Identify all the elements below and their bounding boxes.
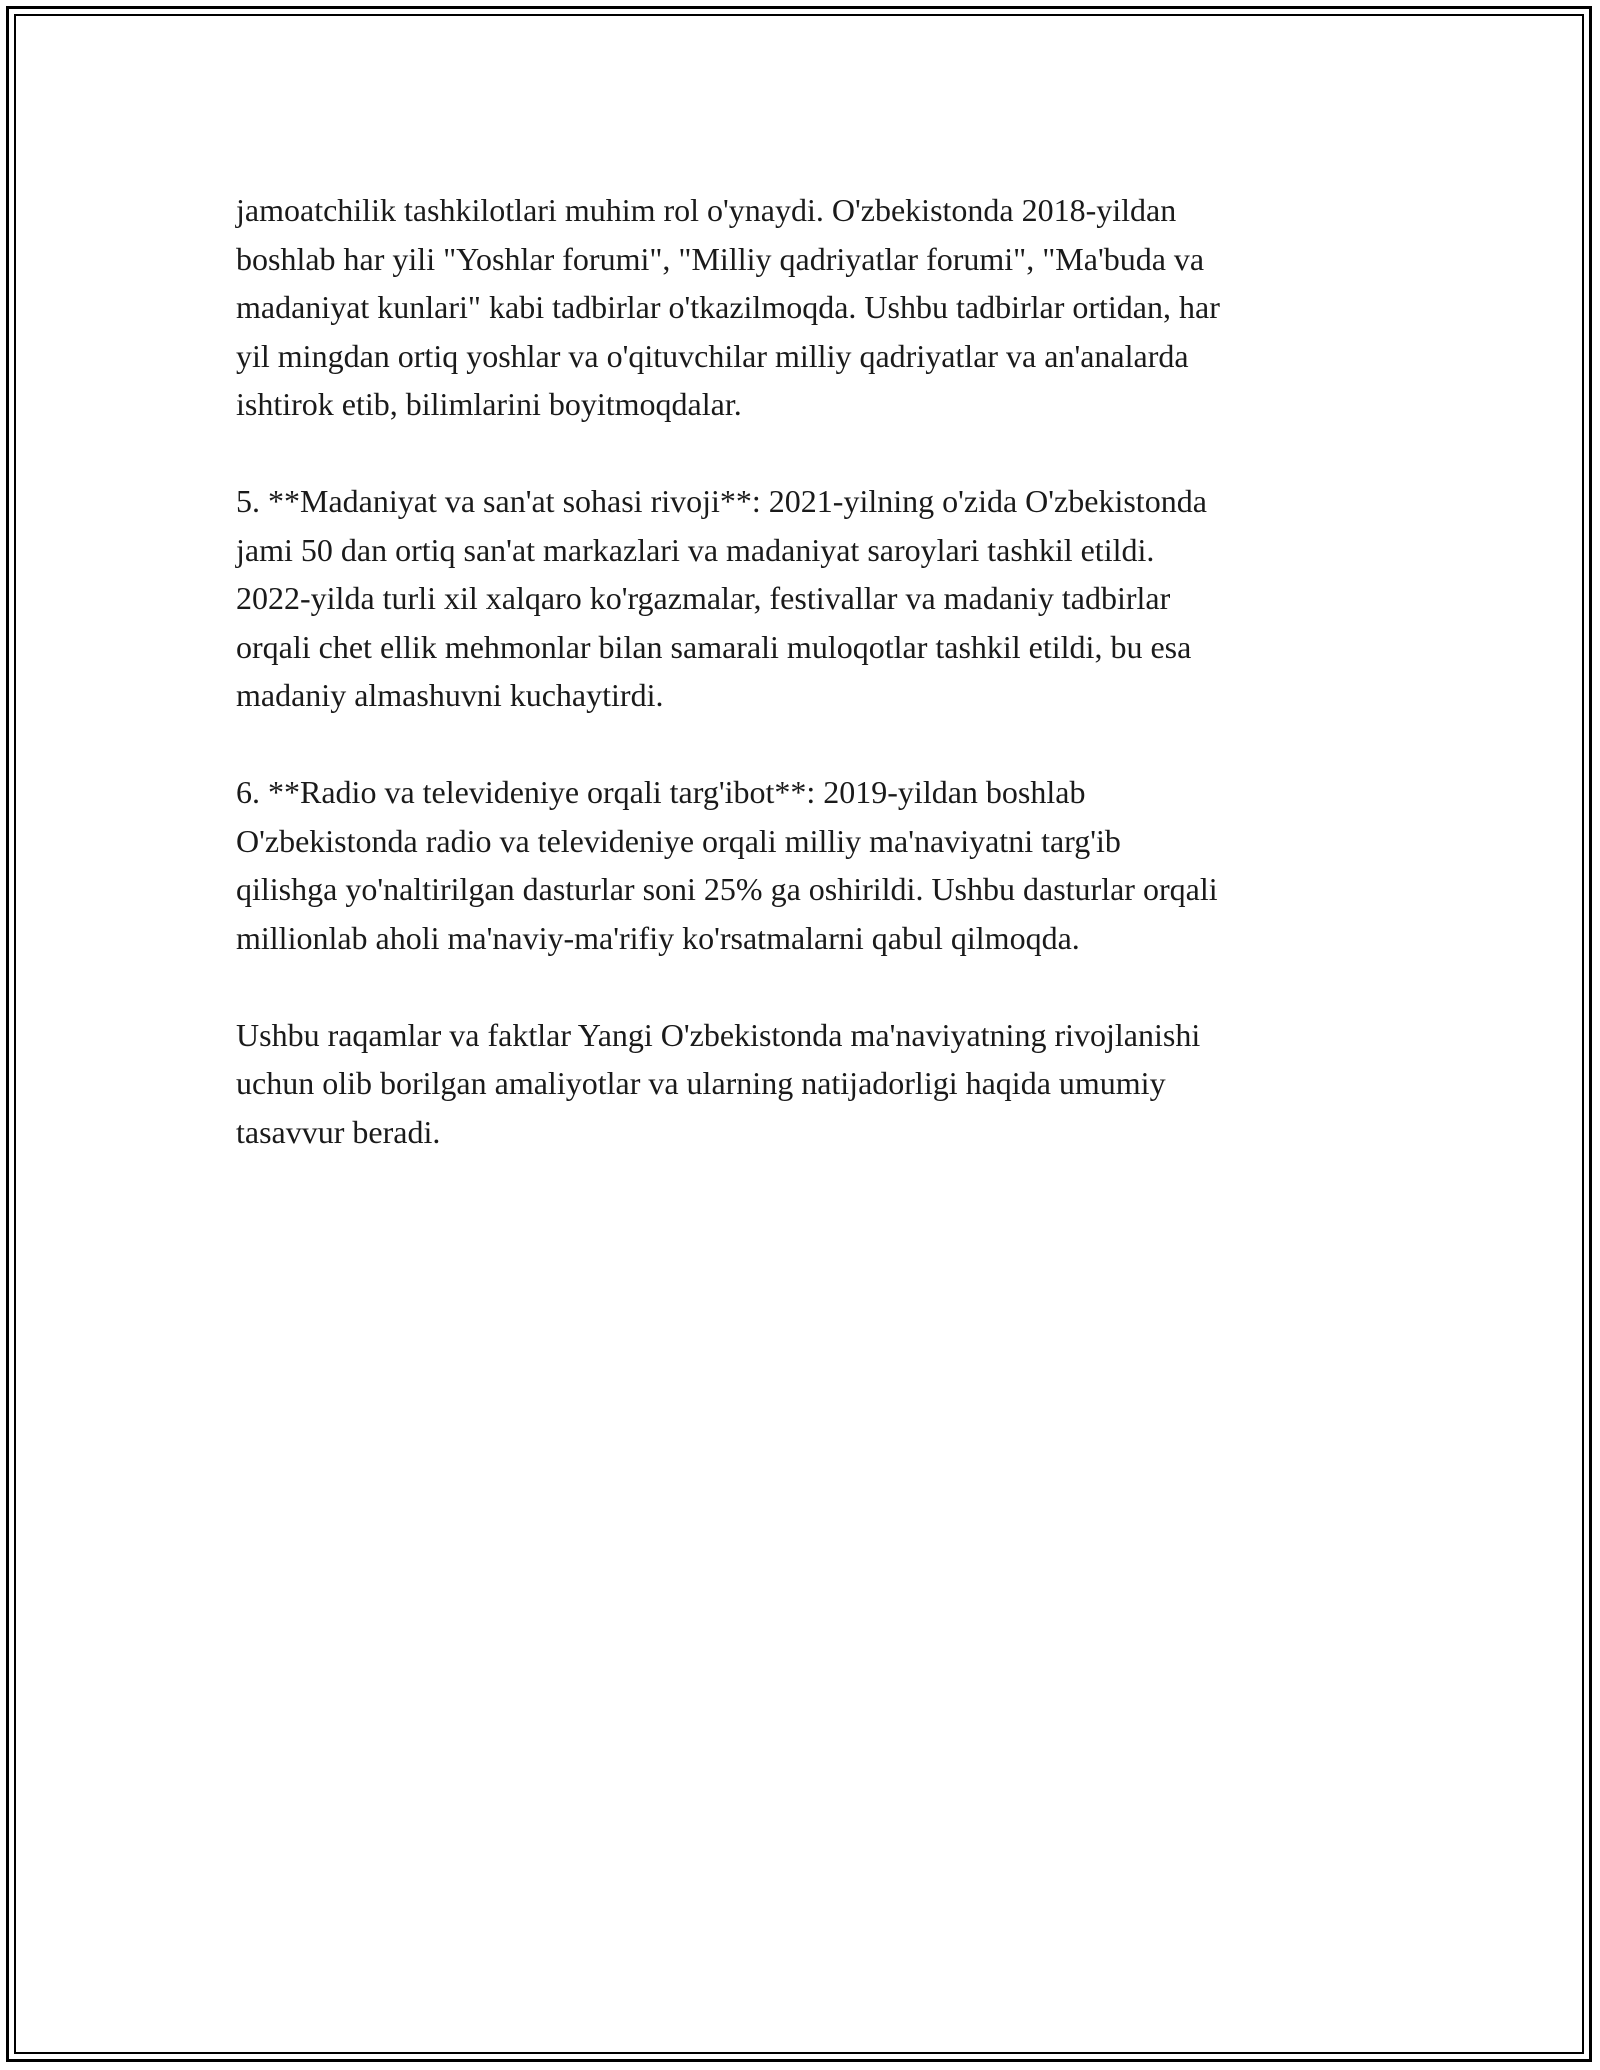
text-line: boshlab har yili "Yoshlar forumi", "Milliy qadriyatlar forumi", "Ma'buda va <box>236 240 1205 277</box>
text-line: qilishga yo'naltirilgan dasturlar soni 25% ga oshirildi. Ushbu dasturlar orqali <box>236 871 1218 907</box>
text-line: 6. **Radio va televideniye orqali targ'ibot**: 2019-yildan boshlab <box>236 774 1086 810</box>
paragraph-item-5-culture-arts <box>236 477 1366 720</box>
text-line: jamoatchilik tashkilotlari muhim rol o'ynaydi. O'zbekistonda 2018-yildan <box>236 192 1177 228</box>
text-line: uchun olib borilgan amaliyotlar va ularning natijadorligi haqida umumiy <box>236 1065 1166 1101</box>
text-line: O'zbekistonda radio va televideniye orqali milliy ma'naviyatni targ'ib <box>236 822 1121 859</box>
text-line: yil mingdan ortiq yoshlar va o'qituvchilar milliy qadriyatlar va an'analarda <box>236 337 1189 374</box>
text-line: ishtirok etib, bilimlarini boyitmoqdalar. <box>236 386 742 422</box>
text-line: jami 50 dan ortiq san'at markazlari va madaniyat saroylari tashkil etildi. <box>236 531 1155 568</box>
document-body <box>236 186 1366 1156</box>
paragraph-public-organizations <box>236 186 1366 429</box>
text-line: millionlab aholi ma'naviy-ma'rifiy ko'rsatmalarni qabul qilmoqda. <box>236 919 1080 956</box>
text-line: madaniy almashuvni kuchaytirdi. <box>236 677 664 713</box>
paragraph-item-6-radio-tv <box>236 768 1366 962</box>
paragraph-conclusion <box>236 1011 1366 1157</box>
text-line: orqali chet ellik mehmonlar bilan samarali muloqotlar tashkil etildi, bu esa <box>236 628 1192 665</box>
text-line: madaniyat kunlari" kabi tadbirlar o'tkazilmoqda. Ushbu tadbirlar ortidan, har <box>236 289 1220 325</box>
text-line: Ushbu raqamlar va faktlar Yangi O'zbekistonda ma'naviyatning rivojlanishi <box>236 1016 1201 1053</box>
text-line: 2022-yilda turli xil xalqaro ko'rgazmalar, festivallar va madaniy tadbirlar <box>236 580 1171 616</box>
text-line: 5. **Madaniyat va san'at sohasi rivoji**: 2021-yilning o'zida O'zbekistonda <box>236 483 1207 519</box>
text-line: tasavvur beradi. <box>236 1113 441 1150</box>
